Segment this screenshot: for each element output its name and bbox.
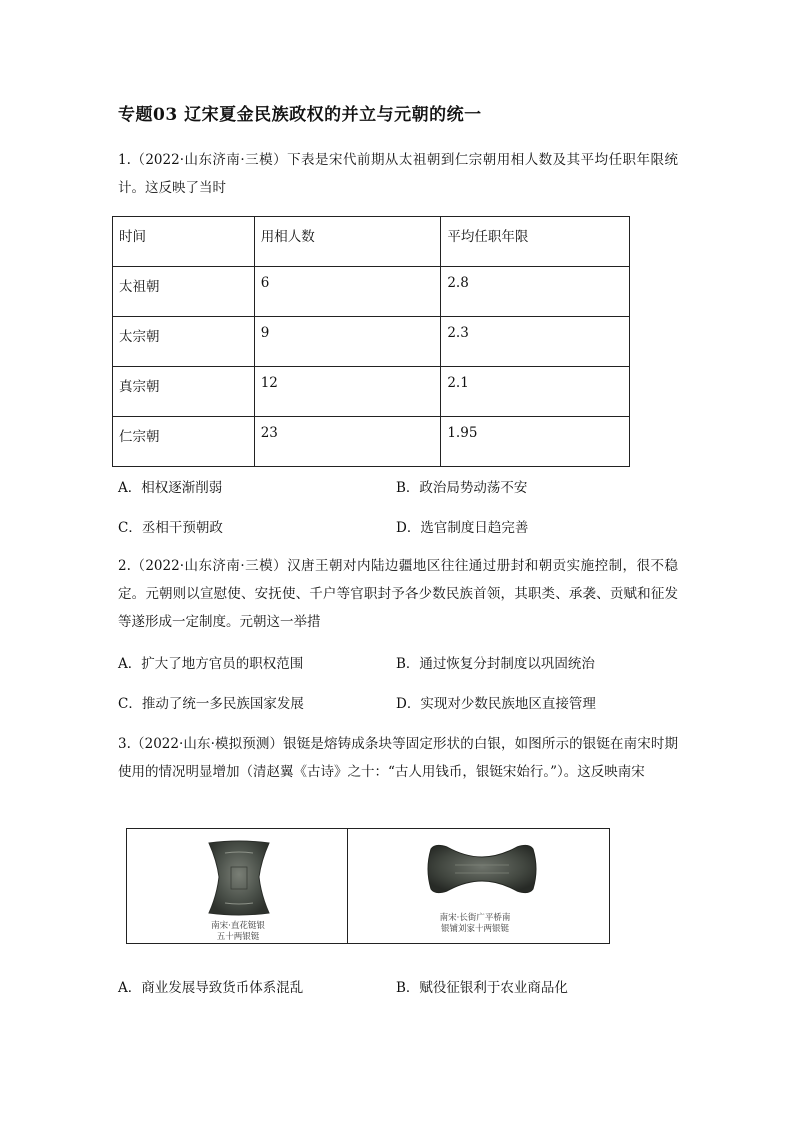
table-cell: 2.1: [441, 367, 630, 417]
question-3-option-a: A．商业发展导致货币体系混乱: [118, 980, 304, 996]
table-cell: 真宗朝: [113, 367, 255, 417]
question-2-option-a: A．扩大了地方官员的职权范围: [118, 656, 304, 672]
figure-caption-left-line-2: 五十两银铤: [216, 932, 260, 942]
question-2-stem: 2.（2022·山东济南·三模）汉唐王朝对内陆边疆地区往往通过册封和朝贡实施控制，很不稳定。元朝则以宣慰使、安抚使、千户等官职封予各少数民族首领，其职类、承袭、贡赋和征发等遂形成一定制度。元朝这一举措: [118, 558, 678, 630]
figure-caption-right-line-2: 银铺刘家十两银铤: [440, 924, 509, 934]
silver-ingot-figure: [126, 828, 610, 944]
question-1-option-b: B．政治局势动荡不安: [396, 480, 528, 496]
question-1-table: [112, 216, 630, 467]
question-1-option-a: A．相权逐渐削弱: [118, 480, 223, 496]
table-cell: 23: [254, 417, 441, 467]
question-2-option-b: B．通过恢复分封制度以巩固统治: [396, 656, 595, 672]
figure-caption-right-line-1: 南宋·长街广平桥南: [439, 913, 511, 923]
question-2-option-c: C．推动了统一多民族国家发展: [118, 696, 304, 712]
question-3-stem: 3.（2022·山东·模拟预测）银铤是熔铸成条块等固定形状的白银，如图所示的银铤在南宋时期使用的情况明显增加（清赵翼《古诗》之十：“古人用钱币，银铤宋始行。”）。这反映南宋: [118, 736, 678, 780]
question-2-option-d: D．实现对少数民族地区直接管理: [396, 696, 596, 712]
table-row: [113, 317, 630, 367]
table-header-row: [113, 217, 630, 267]
question-1-option-c: C．丞相干预朝政: [118, 520, 223, 536]
table-cell: 太祖朝: [113, 267, 255, 317]
table-cell: 12: [254, 367, 441, 417]
bone-shaped-silver-ingot-image: [425, 841, 539, 897]
table-cell: 6: [254, 267, 441, 317]
table-cell: 9: [254, 317, 441, 367]
waisted-silver-ingot-image: [195, 839, 283, 917]
table-cell: 2.3: [441, 317, 630, 367]
table-header-cell: 平均任职年限: [441, 217, 630, 267]
question-3-option-b: B．赋役征银利于农业商品化: [396, 980, 568, 996]
table-header-cell: 用相人数: [254, 217, 441, 267]
table-row: [113, 267, 630, 317]
question-1-stem: 1.（2022·山东济南·三模）下表是宋代前期从太祖朝到仁宗朝用相人数及其平均任职年限统计。这反映了当时: [118, 152, 678, 196]
table-cell: 仁宗朝: [113, 417, 255, 467]
figure-divider: [347, 829, 348, 943]
question-1-option-d: D．选官制度日趋完善: [396, 520, 529, 536]
table-header-cell: 时间: [113, 217, 255, 267]
table-cell: 2.8: [441, 267, 630, 317]
table-row: [113, 417, 630, 467]
table-cell: 太宗朝: [113, 317, 255, 367]
table-cell: 1.95: [441, 417, 630, 467]
figure-caption-left-line-1: 南宋·直花铤银: [211, 921, 265, 931]
table-row: [113, 367, 630, 417]
page-title: 专题03 辽宋夏金民族政权的并立与元朝的统一: [118, 105, 482, 125]
